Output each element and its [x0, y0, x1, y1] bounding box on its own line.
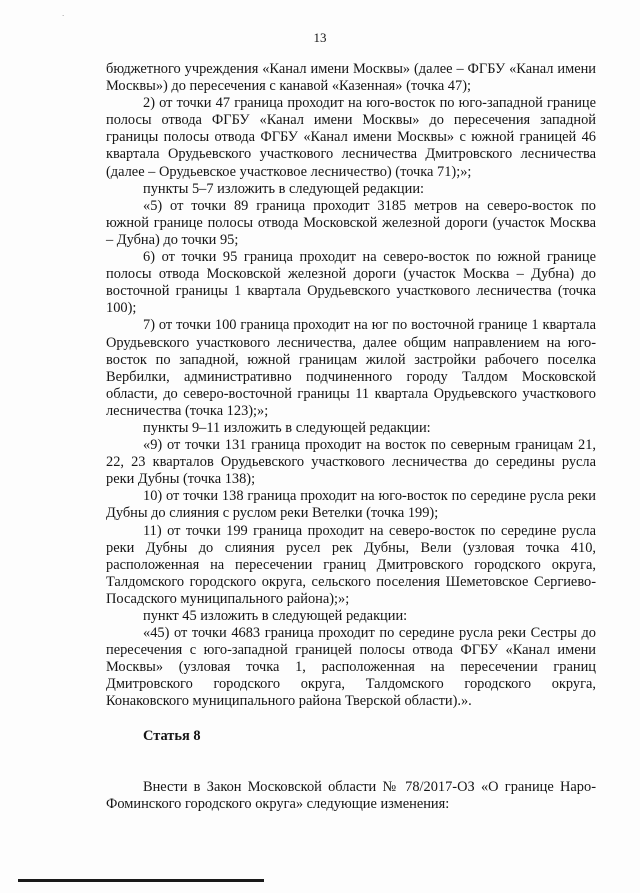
document-body: [106, 61, 596, 813]
paragraph-item-11: 11) от точки 199 граница проходит на северо-восток по середине русла реки Дубны до слияния русел рек Дубны, Вели (узловая точка 410, расположенная на пересечении границ Дмитровского городского округа, Талдомского городского округа, сельского поселения Шеметовское Сергиево-Посадского муниципального района);»;: [106, 522, 596, 607]
paragraph-item-6: 6) от точки 95 граница проходит на северо-восток по южной границе полосы отвода Московской железной дороги (участок Москва – Дубна) до восточной границы 1 квартала Орудьевского участкового лесничества (точка 100);: [106, 249, 596, 317]
footer-rule: [18, 879, 264, 882]
corner-mark: `: [62, 14, 65, 22]
paragraph-item-2: 2) от точки 47 граница проходит на юго-восток по юго-западной границе полосы отвода ФГБУ «Канал имени Москвы» до пересечения западной границы полосы отвода ФГБУ «Канал имени Москвы» с южной границей 46 квартала Орудьевского участкового лесничества Дмитровского лесничества (далее – Орудьевское участковое лесничество) (точка 71);»;: [106, 95, 596, 180]
paragraph-amend-points-5-7: пункты 5–7 изложить в следующей редакции:: [143, 180, 425, 197]
paragraph-item-9: «9) от точки 131 граница проходит на восток по северным границам 21, 22, 23 кварталов Орудьевского участкового лесничества до середины русла реки Дубны (точка 138);: [106, 437, 596, 488]
page-number: 13: [313, 30, 327, 45]
article-heading: Статья 8: [143, 727, 201, 744]
paragraph-item-7: 7) от точки 100 граница проходит на юг по восточной границе 1 квартала Орудьевского участкового лесничества, далее общим направлением на юго-восток по западной, южной границам жилой застройки рабочего поселка Вербилки, административно подчиненного городу Талдом Московской области, до северо-восточной границы 11 квартала Орудьевского участкового лесничества (точка 123);»;: [106, 317, 596, 419]
paragraph-continuation: бюджетного учреждения «Канал имени Москвы» (далее – ФГБУ «Канал имени Москвы») до пересечения с канавой «Казенная» (точка 47);: [106, 61, 596, 95]
paragraph-item-5: «5) от точки 89 граница проходит 3185 метров на северо-восток по южной границе полосы отвода Московской железной дороги (участок Москва – Дубна) до точки 95;: [106, 197, 596, 248]
paragraph-amend-points-9-11: пункты 9–11 изложить в следующей редакции:: [143, 419, 431, 436]
paragraph-article-8-intro: Внести в Закон Московской области № 78/2017-ОЗ «О границе Наро-Фоминского городского округа» следующие изменения:: [106, 778, 596, 812]
paragraph-amend-point-45: пункт 45 изложить в следующей редакции:: [143, 608, 408, 624]
paragraph-item-10: 10) от точки 138 граница проходит на юго-восток по середине русла реки Дубны до слияния с руслом реки Ветелки (точка 199);: [106, 488, 596, 522]
paragraph-item-45: «45) от точки 4683 граница проходит по середине русла реки Сестры до пересечения с юго-западной границей полосы отвода ФГБУ «Канал имени Москвы» (узловая точка 1, расположенная на пересечении границ Дмитровского городского округа, Талдомского городского округа, Конаковского муниципального района Тверской области).».: [106, 625, 596, 710]
